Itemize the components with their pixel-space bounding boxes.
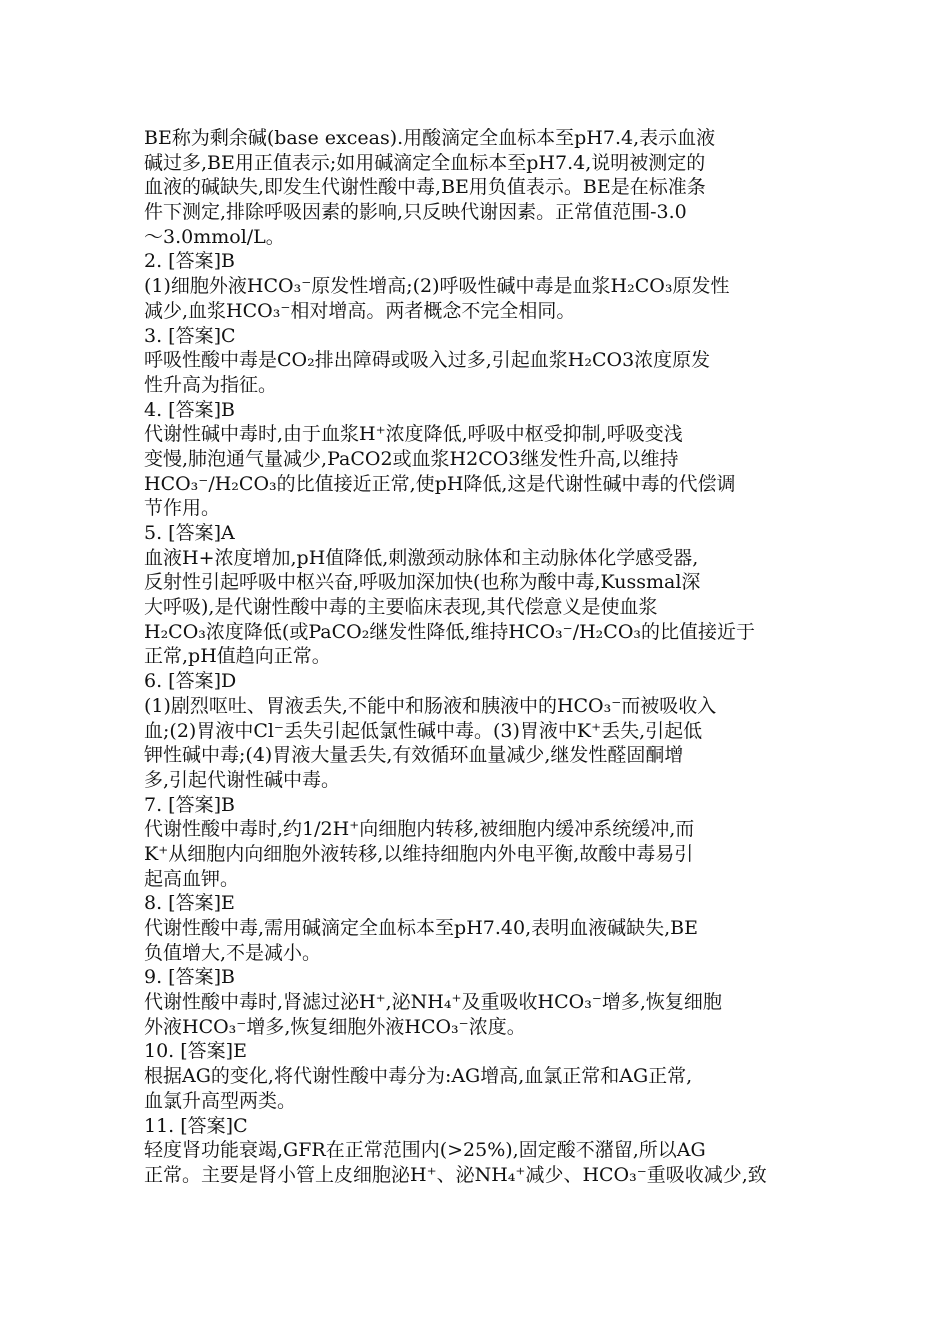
document-page <box>144 126 810 1188</box>
answer-heading: 11. [答案]C <box>144 1114 248 1137</box>
text-line: 节作用。 <box>144 497 221 520</box>
text-line: 血液的碱缺失,即发生代谢性酸中毒,BE用负值表示。BE是在标准条 <box>144 176 706 199</box>
text-line: 变慢,肺泡通气量减少,PaCO2或血浆H2CO3继发性升高,以维持 <box>144 447 679 470</box>
text-line: 代谢性碱中毒时,由于血浆H⁺浓度降低,呼吸中枢受抑制,呼吸变浅 <box>144 423 683 446</box>
text-line: 呼吸性酸中毒是CO₂排出障碍或吸入过多,引起血浆H₂CO3浓度原发 <box>144 349 711 372</box>
answer-heading: 6. [答案]D <box>144 670 237 693</box>
text-line: 根据AG的变化,将代谢性酸中毒分为:AG增高,血氯正常和AG正常, <box>144 1065 693 1088</box>
answer-heading: 2. [答案]B <box>144 250 235 273</box>
text-line: 钾性碱中毒;(4)胃液大量丢失,有效循环血量减少,继发性醛固酮增 <box>144 744 684 767</box>
text-line: 大呼吸),是代谢性酸中毒的主要临床表现,其代偿意义是使血浆 <box>144 596 658 619</box>
text-line: 件下测定,排除呼吸因素的影响,只反映代谢因素。正常值范围-3.0 <box>144 201 687 224</box>
text-line: 代谢性酸中毒时,肾滤过泌H⁺,泌NH₄⁺及重吸收HCO₃⁻增多,恢复细胞 <box>144 991 722 1014</box>
text-line: 血液H+浓度增加,pH值降低,刺激颈动脉体和主动脉体化学感受器, <box>144 546 699 569</box>
text-line: 减少,血浆HCO₃⁻相对增高。两者概念不完全相同。 <box>144 299 576 322</box>
text-line: 多,引起代谢性碱中毒。 <box>144 768 341 791</box>
text-line: HCO₃⁻/H₂CO₃的比值接近正常,使pH降低,这是代谢性碱中毒的代偿调 <box>144 472 736 495</box>
answer-heading: 3. [答案]C <box>144 324 236 347</box>
text-line: 碱过多,BE用正值表示;如用碱滴定全血标本至pH7.4,说明被测定的 <box>144 151 706 174</box>
text-line: 代谢性酸中毒时,约1/2H⁺向细胞内转移,被细胞内缓冲系统缓冲,而 <box>144 818 695 841</box>
answer-heading: 10. [答案]E <box>144 1040 247 1063</box>
text-line: 轻度肾功能衰竭,GFR在正常范围内(>25%),固定酸不潴留,所以AG <box>144 1139 706 1162</box>
text-line: 性升高为指征。 <box>144 373 278 396</box>
text-line: 正常,pH值趋向正常。 <box>144 645 331 668</box>
text-line: 代谢性酸中毒,需用碱滴定全血标本至pH7.40,表明血液碱缺失,BE <box>144 917 698 939</box>
text-line: ～3.0mmol/L。 <box>144 225 285 248</box>
answer-heading: 7. [答案]B <box>144 793 235 816</box>
answer-heading: 9. [答案]B <box>144 966 235 989</box>
answer-heading: 8. [答案]E <box>144 892 235 915</box>
text-line: 反射性引起呼吸中枢兴奋,呼吸加深加快(也称为酸中毒,Kussmal深 <box>144 571 701 594</box>
answer-heading: 4. [答案]B <box>144 398 235 421</box>
text-line: 血;(2)胃液中Cl⁻丢失引起低氯性碱中毒。(3)胃液中K⁺丢失,引起低 <box>144 719 703 742</box>
answer-heading: 5. [答案]A <box>144 522 235 544</box>
text-line: H₂CO₃浓度降低(或PaCO₂继发性降低,维持HCO₃⁻/H₂CO₃的比值接近于 <box>144 620 756 643</box>
text-line: K⁺从细胞内向细胞外液转移,以维持细胞内外电平衡,故酸中毒易引 <box>144 842 694 865</box>
text-line: 血氯升高型两类。 <box>144 1089 297 1112</box>
text-line: 外液HCO₃⁻增多,恢复细胞外液HCO₃⁻浓度。 <box>144 1015 526 1038</box>
text-line: BE称为剩余碱(base exceas).用酸滴定全血标本至pH7.4,表示血液 <box>144 127 716 149</box>
text-line: (1)细胞外液HCO₃⁻原发性增高;(2)呼吸性碱中毒是血浆H₂CO₃原发性 <box>144 275 730 298</box>
text-line: 起高血钾。 <box>144 867 240 890</box>
text-line: 正常。主要是肾小管上皮细胞泌H⁺、泌NH₄⁺减少、HCO₃⁻重吸收减少,致 <box>144 1163 767 1186</box>
text-line: 负值增大,不是减小。 <box>144 941 322 964</box>
text-line: (1)剧烈呕吐、胃液丢失,不能中和肠液和胰液中的HCO₃⁻而被吸收入 <box>144 694 717 717</box>
